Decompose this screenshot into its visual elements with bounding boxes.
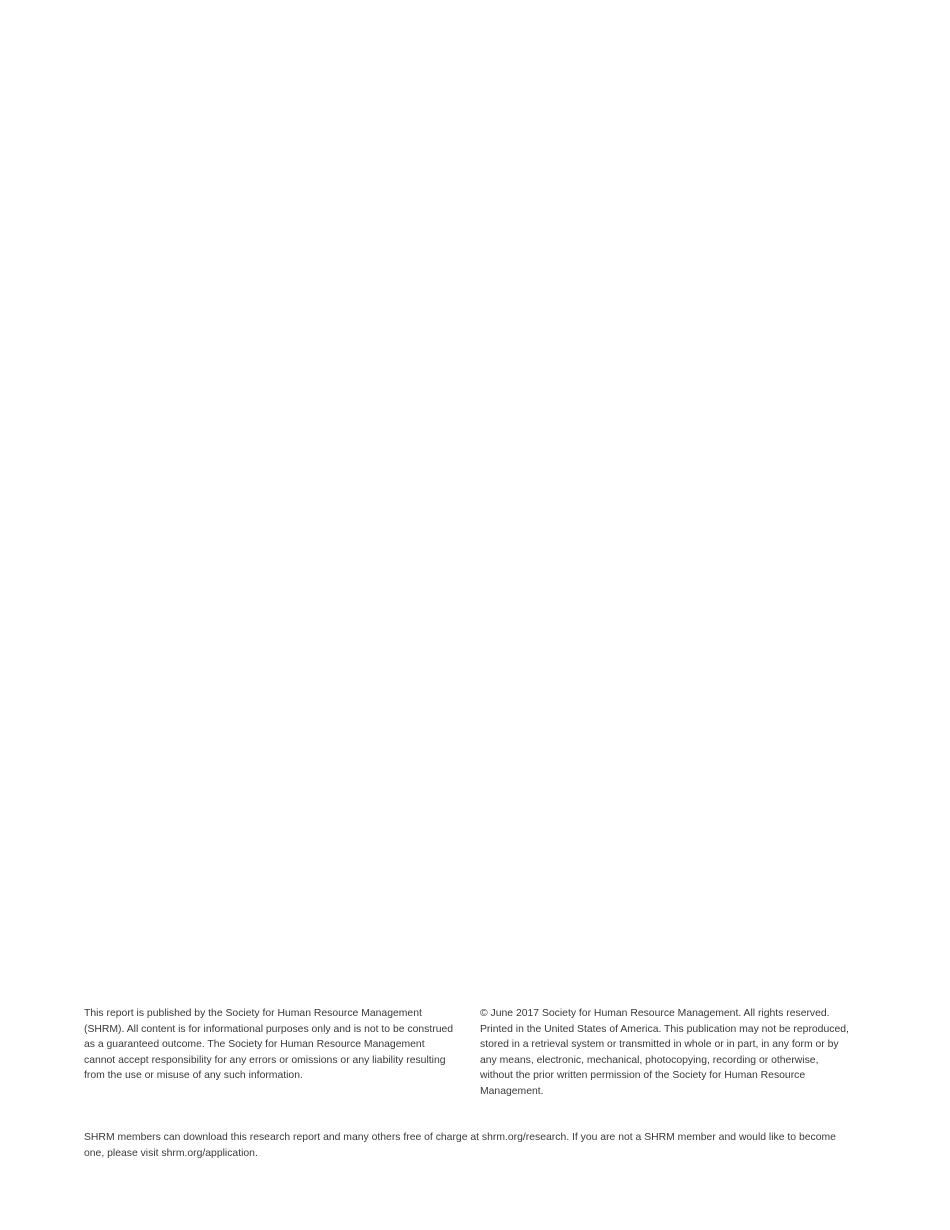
- publisher-disclaimer: This report is published by the Society for Human Resource Management (SHRM). All content is for informational purposes only and is not to be construed as a guaranteed outcome. The Society for Human Resource Management cannot accept responsibility for any errors or omissions or any liability resulting from the use or misuse of any such information.: [84, 1008, 454, 1082]
- footer-columns: [84, 1006, 854, 1100]
- copyright-notice: © June 2017 Society for Human Resource Management. All rights reserved. Printed in the United States of America. This publication may not be reproduced, stored in a retrieval system or transmitted in whole or in part, in any form or by any means, electronic, mechanical, photocopying, recording or otherwise, without the prior written permission of the Society for Human Resource Management.: [480, 1008, 849, 1097]
- members-download-note: SHRM members can download this research report and many others free of charge at shrm.org/research. If you are not a SHRM member and would like to become one, please visit shrm.org/application.: [84, 1132, 836, 1159]
